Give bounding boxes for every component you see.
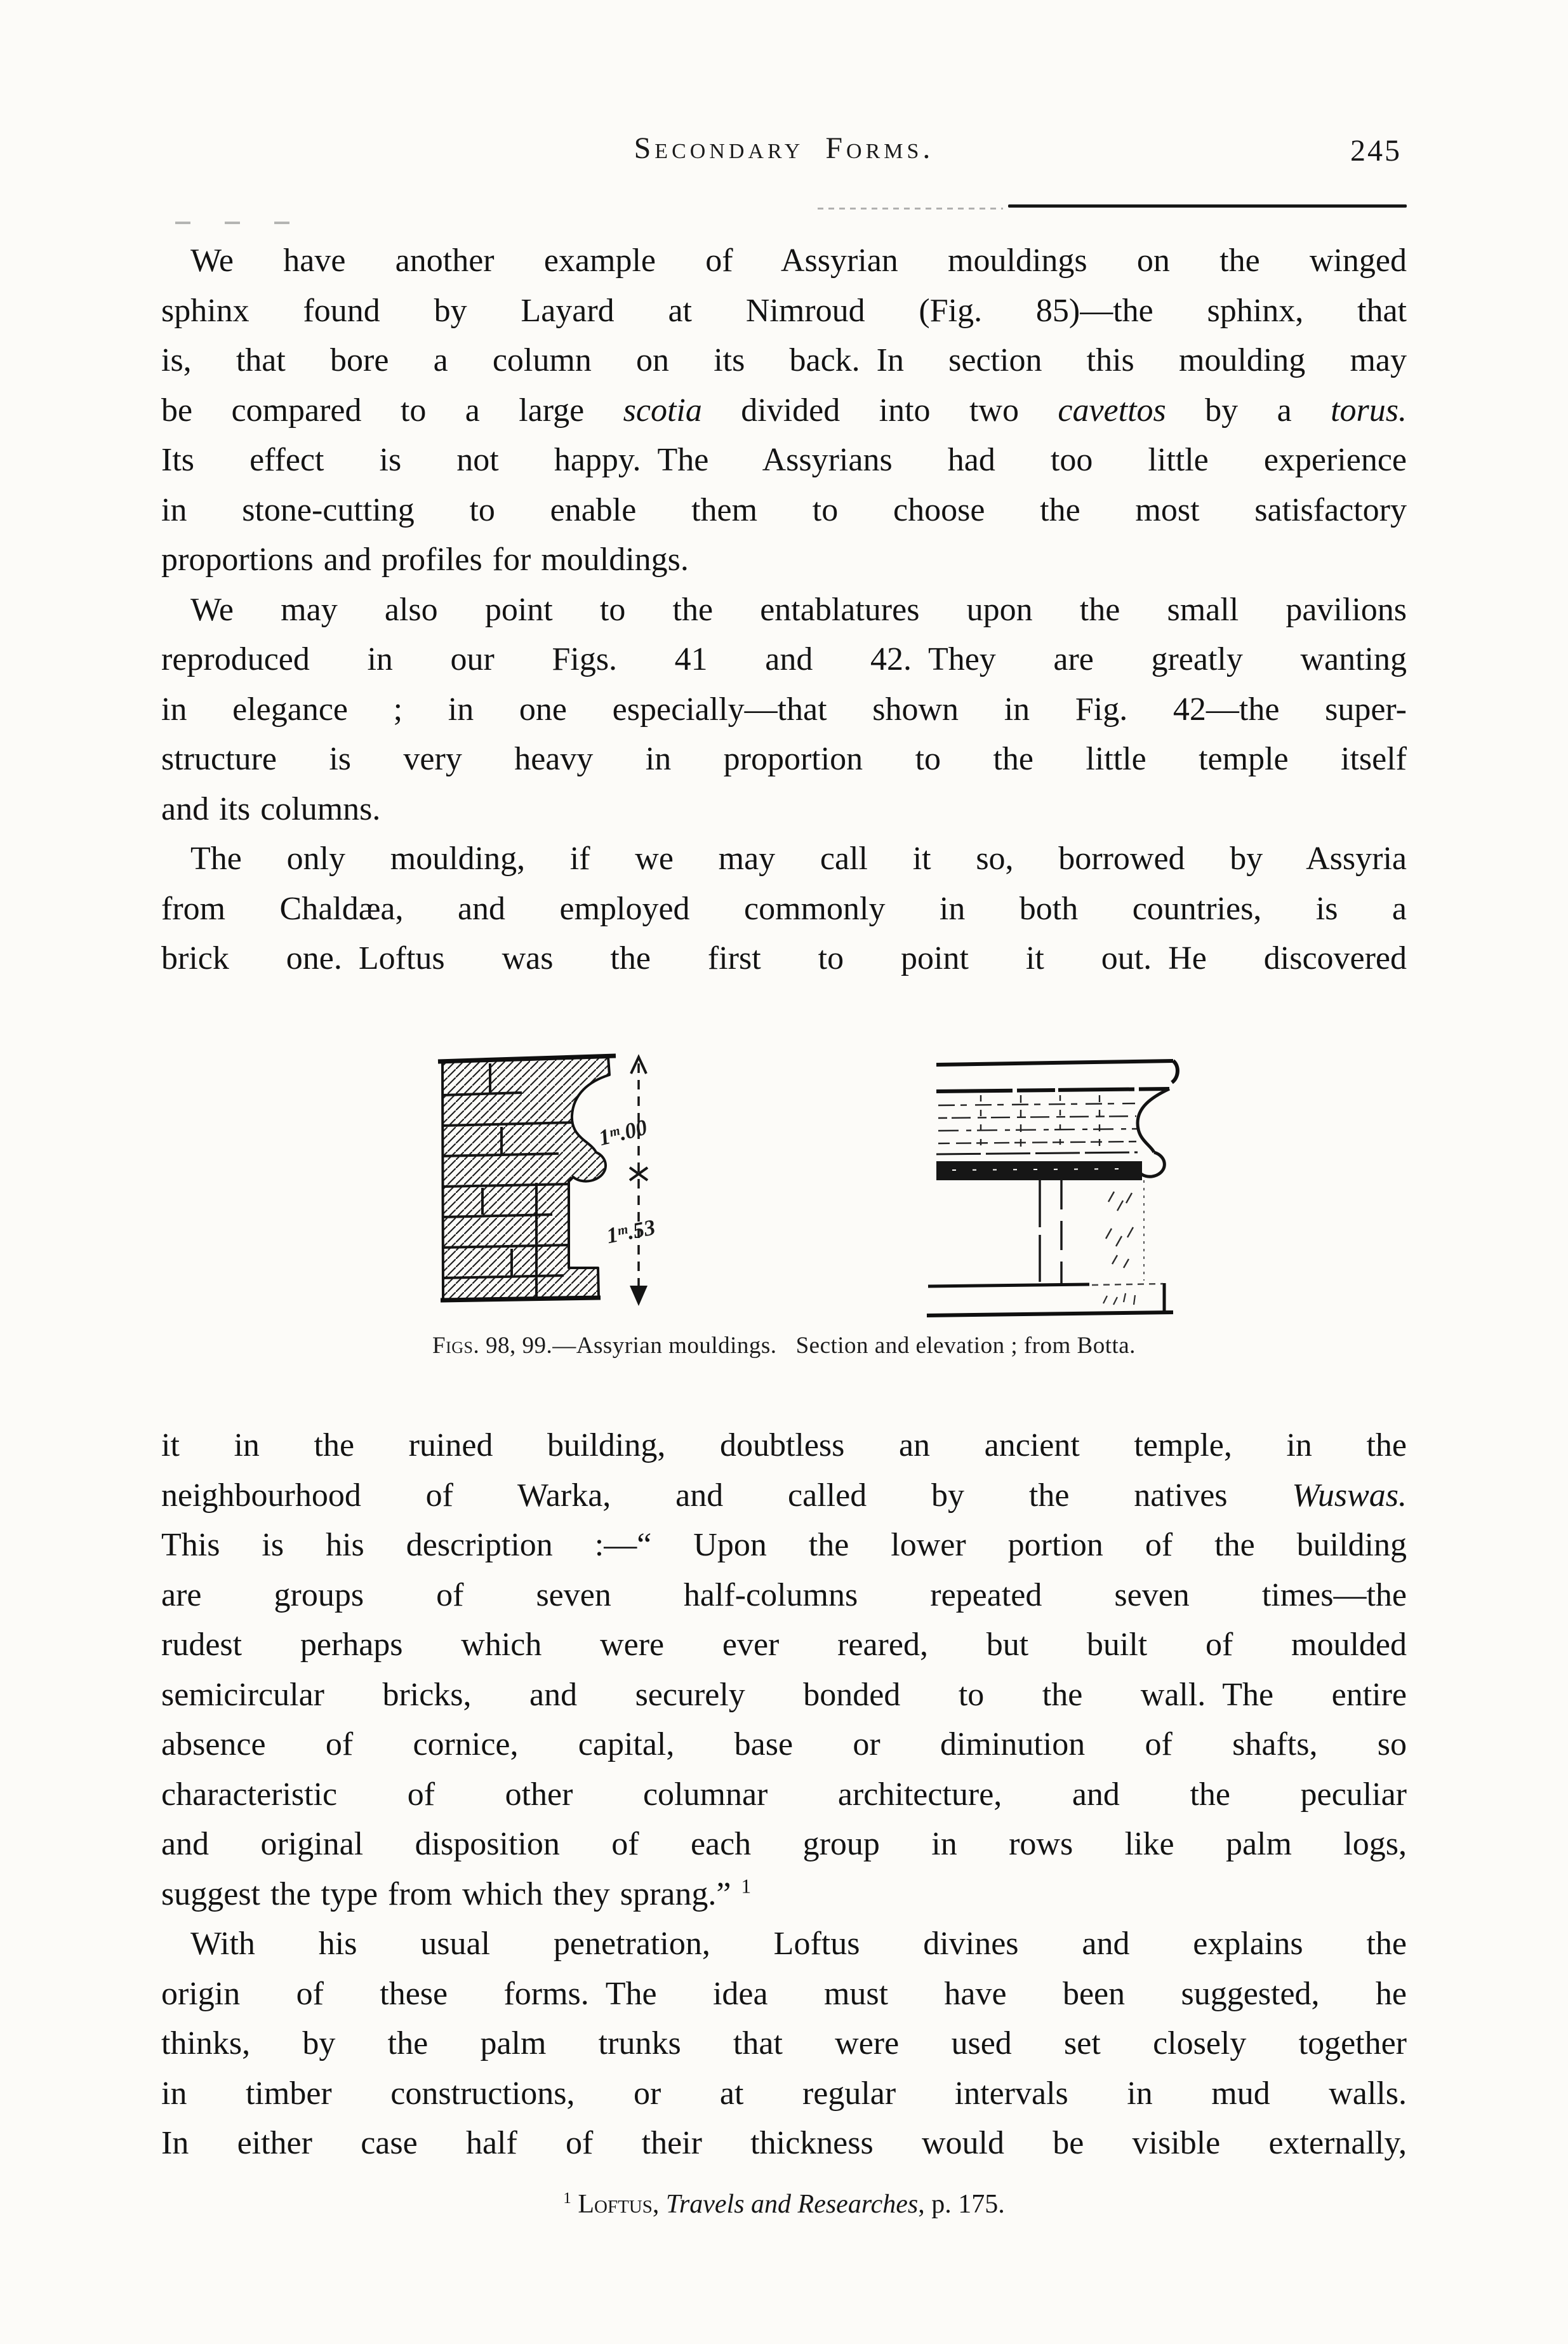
text-line: from Chaldæa, and employed commonly in both countries, is a — [161, 890, 1407, 927]
text-line: origin of these forms. The idea must have been suggested, he — [161, 1975, 1407, 2012]
plinth-marks — [1103, 1293, 1135, 1305]
text-line: absence of cornice, capital, base or diminution of shafts, so — [161, 1726, 1407, 1762]
paragraph — [161, 1421, 1407, 1919]
figure-caption-number: Figs. 98, 99. — [432, 1333, 553, 1359]
text-line: in timber constructions, or at regular intervals in mud walls. — [161, 2075, 1407, 2112]
text-line: suggest the type from which they sprang.” $^1$ — [161, 1875, 752, 1912]
paragraph — [161, 1919, 1407, 2169]
text-line: characteristic of other columnar architecture, and the peculiar — [161, 1776, 1407, 1813]
text-line: proportions and profiles for mouldings. — [161, 542, 689, 578]
figure-caption-subtitle: Section and elevation ; from Botta. — [795, 1333, 1136, 1359]
text-line: structure is very heavy in proportion to the little temple itself — [161, 741, 1407, 777]
footnote-reference-marker: 1 — [741, 1875, 752, 1898]
text-line: In either case half of their thickness would be visible externally, — [161, 2125, 1407, 2161]
footnote-separator: , — [652, 2190, 666, 2219]
italic-term: scotia — [623, 392, 702, 429]
figure-caption — [161, 1332, 1407, 1359]
text-line: Its effect is not happy. The Assyrians had too little experience — [161, 442, 1407, 478]
figure-98-99-woodcuts — [406, 1044, 1206, 1324]
text-line: semicircular bricks, and securely bonded to the wall. The entire — [161, 1676, 1407, 1713]
footnote-work-title: Travels and Researches — [665, 2190, 919, 2219]
paragraph — [161, 585, 1407, 835]
italic-term: Wuswas. — [1292, 1477, 1407, 1514]
text-line: are groups of seven half-columns repeated seven times—the — [161, 1576, 1407, 1613]
footnote — [161, 2189, 1407, 2220]
text-line: and its columns. — [161, 790, 381, 827]
dimension-label-top: 1ᵐ.00 — [596, 1114, 650, 1151]
figure-caption-title: —Assyrian mouldings. — [552, 1333, 777, 1359]
text-line: The only moulding, if we may call it so, borrowed by Assyria — [190, 841, 1407, 877]
text-line: in stone-cutting to enable them to choose the most satisfactory — [161, 491, 1407, 528]
text-line: With his usual penetration, Loftus divines and explains the — [190, 1926, 1407, 1962]
footnote-author: Loftus — [578, 2190, 653, 2219]
text-line: in elegance ; in one especially—that shown in Fig. 42—the super- — [161, 691, 1407, 728]
text-line: and original disposition of each group in rows like palm logs, — [161, 1826, 1407, 1862]
text-line: sphinx found by Layard at Nimroud (Fig. 85)—the sphinx, that — [161, 292, 1407, 329]
text-line: be compared to a large scotia divided into two cavettos by a torus. — [161, 392, 1407, 429]
text-line: is, that bore a column on its back. In section this moulding may — [161, 342, 1407, 378]
paragraph — [161, 236, 1407, 585]
body-text-block-lower — [161, 1421, 1407, 2169]
wall-joint-lines — [1040, 1180, 1144, 1284]
figure-99-elevation-woodcut — [927, 1061, 1178, 1315]
shadow-band — [936, 1161, 1142, 1180]
text-line: reproduced in our Figs. 41 and 42. They are greatly wanting — [161, 641, 1407, 677]
italic-term: cavettos — [1058, 392, 1166, 429]
text-line: This is his description :—“ Upon the lower portion of the building — [161, 1527, 1407, 1563]
text-line: rudest perhaps which were ever reared, but built of moulded — [161, 1627, 1407, 1663]
texture-flecks — [1106, 1192, 1133, 1268]
head-rule-left-fragment — [175, 222, 311, 224]
running-head: Secondary Forms. — [634, 131, 934, 165]
figure-98-section-woodcut — [438, 1056, 616, 1301]
italic-term: torus. — [1331, 392, 1407, 429]
page-number: 245 — [1350, 134, 1402, 168]
head-rule-main — [1008, 204, 1407, 208]
arrowhead-down-icon — [630, 1286, 648, 1306]
paragraph — [161, 834, 1407, 984]
mouldings-illustration — [406, 1044, 1206, 1324]
text-line: We have another example of Assyrian mouldings on the winged — [190, 243, 1407, 279]
body-text-block-upper — [161, 236, 1407, 984]
text-line: neighbourhood of Warka, and called by the natives Wuswas. — [161, 1477, 1407, 1514]
dimension-label-bottom: 1ᵐ.53 — [604, 1215, 658, 1249]
text-line: brick one. Loftus was the first to point it out. He discovered — [161, 940, 1407, 976]
footnote-marker: 1 — [563, 2190, 571, 2207]
dimension-line — [596, 1057, 657, 1306]
text-line: thinks, by the palm trunks that were used set closely together — [161, 2025, 1407, 2061]
text-line: it in the ruined building, doubtless an ancient temple, in the — [161, 1427, 1407, 1463]
head-rule-dotted-fragment — [818, 208, 1003, 210]
elevation-brick-rows — [938, 1095, 1138, 1151]
footnote-page-ref: , p. 175. — [918, 2190, 1005, 2219]
text-line: We may also point to the entablatures upon the small pavilions — [190, 591, 1407, 628]
